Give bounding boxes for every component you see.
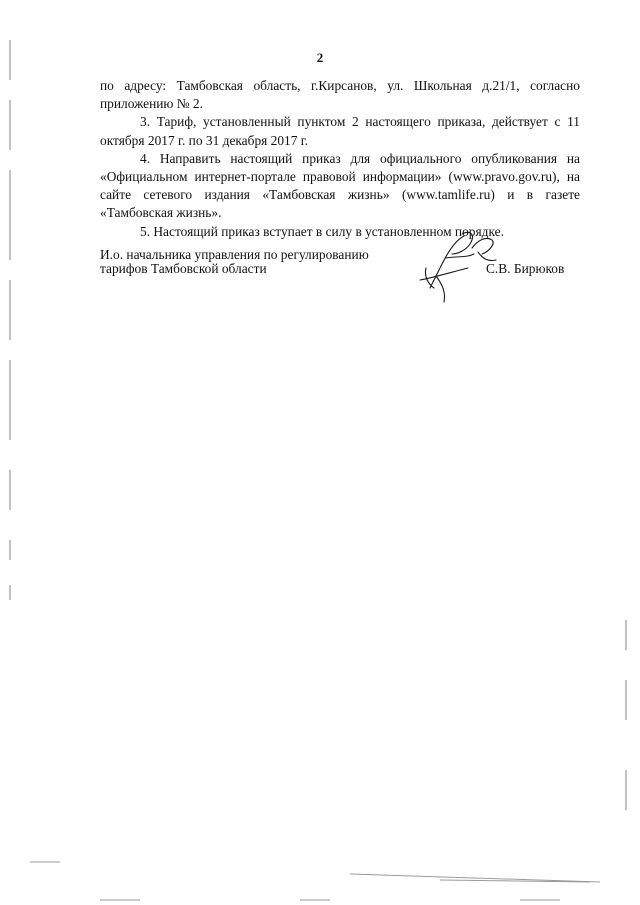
scan-edge-left [8, 40, 12, 600]
signatory-title [100, 248, 369, 276]
paragraph-tariff-period: 3. Тариф, установленный пунктом 2 настоящего приказа, действует с 11 октября 2017 г. по 31 декабря 2017 г. [100, 114, 580, 148]
paragraph-address: по адресу: Тамбовская область, г.Кирсанов, ул. Школьная д.21/1, согласно приложению № 2. [100, 78, 580, 112]
page-number: 2 [316, 50, 324, 65]
signatory-title-line-1: И.о. начальника управления по регулированию [100, 247, 369, 262]
paragraph-effective: 5. Настоящий приказ вступает в силу в установленном порядке. [140, 223, 504, 239]
scan-edge-bottom [0, 860, 640, 905]
signatory-name: С.В. Бирюков [486, 261, 565, 276]
document-body [100, 77, 580, 241]
scan-edge-right [624, 620, 628, 810]
paragraph-publication: 4. Направить настоящий приказ для официального опубликования на «Официальном интернет-портале правовой информации» (www.pravo.gov.ru), на сайте сетевого издания «Тамбовская жизнь» (www.tamlife.ru) и в газете «Тамбовская жизнь». [100, 150, 580, 221]
signatory-title-line-2: тарифов Тамбовской области [100, 261, 267, 276]
